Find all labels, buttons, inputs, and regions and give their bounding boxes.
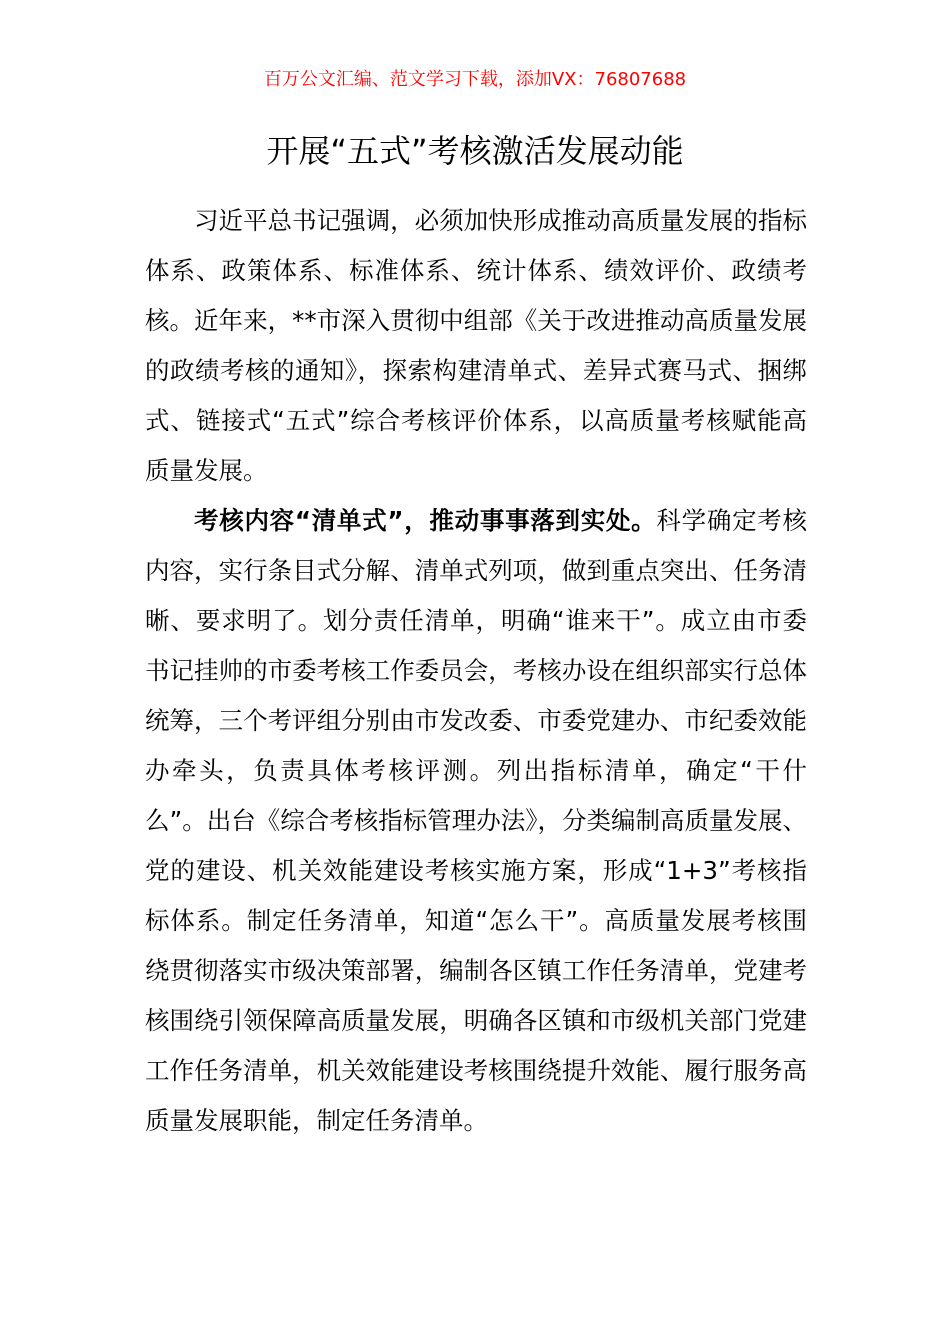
header-watermark-text: 百万公文汇编、范文学习下载，添加VX：76807688 <box>263 69 687 90</box>
paragraph-text: 科学确定考核内容，实行条目式分解、清单式列项，做到重点突出、任务清晰、要求明了。划分责任清单，明确“谁来干”。成立由市委书记挂帅的市委考核工作委员会，考核办设在组织部实行总体统筹，三个考评组分别由市发改委、市委党建办、市纪委效能办牵头，负责具体考核评测。列出指标清单，确定“干什么”。出台《综合考核指标管理办法》，分类编制高质量发展、党的建设、机关效能建设考核实施方案，形成“1+3”考核指标体系。制定任务清单，知道“怎么干”。高质量发展考核围绕贯彻落实市级决策部署，编制各区镇工作任务清单，党建考核围绕引领保障高质量发展，明确各区镇和市级机关部门党建工作任务清单，机关效能建设考核围绕提升效能、履行服务高质量发展职能，制定任务清单。 <box>145 506 808 1135</box>
paragraph-text: 习近平总书记强调，必须加快形成推动高质量发展的指标体系、政策体系、标准体系、统计体系、绩效评价、政绩考核。近年来，**市深入贯彻中组部《关于改进推动高质量发展的政绩考核的通知》，探索构建清单式、差异式赛马式、捆绑式、链接式“五式”综合考核评价体系，以高质量考核赋能高质量发展。 <box>145 206 807 485</box>
paragraph-intro <box>145 196 807 496</box>
document-title: 开展“五式”考核激活发展动能 <box>266 132 684 170</box>
document-body <box>145 196 807 1146</box>
paragraph-checklist-assessment <box>145 496 807 1146</box>
paragraph-lead: 考核内容“清单式”，推动事事落到实处。 <box>194 506 657 535</box>
